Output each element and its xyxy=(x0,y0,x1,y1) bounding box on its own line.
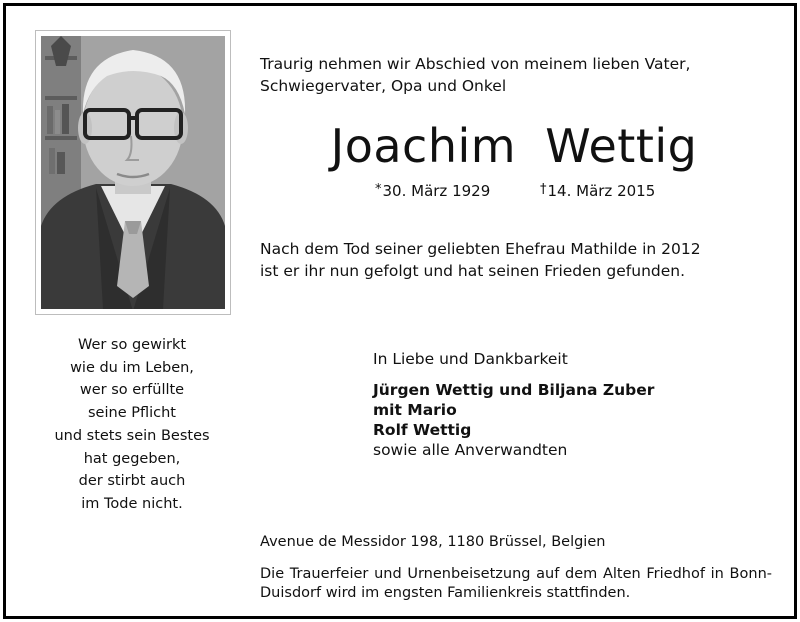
poem-line: wie du im Leben, xyxy=(70,359,194,376)
family-line-4: sowie alle Anverwandten xyxy=(373,441,568,459)
poem-line: der stirbt auch xyxy=(78,473,186,490)
poem-line: Wer so gewirkt xyxy=(77,337,187,353)
family-line-3: Rolf Wettig xyxy=(373,421,472,439)
portrait-photo xyxy=(41,36,225,309)
death-text xyxy=(260,238,701,282)
address: Avenue de Messidor 198, 1180 Brüssel, Belgien xyxy=(260,534,606,550)
poem-line: und stets sein Bestes xyxy=(54,427,210,444)
intro-text xyxy=(260,53,690,97)
birth-date-text: 30. März 1929 xyxy=(382,182,491,200)
intro-line-2: Schwiegervater, Opa und Onkel xyxy=(260,77,507,95)
death-text-line-1: Nach dem Tod seiner geliebten Ehefrau Mathilde in 2012 xyxy=(260,240,701,258)
death-cross-icon: † xyxy=(540,182,547,197)
portrait-illustration xyxy=(41,36,225,309)
poem-line: hat gegeben, xyxy=(83,450,181,467)
ceremony-notice xyxy=(260,565,772,603)
family-signatures xyxy=(373,380,654,460)
poem-line: seine Pflicht xyxy=(88,405,176,422)
portrait-frame xyxy=(35,30,231,315)
ceremony-line-2: Duisdorf wird im engsten Familienkreis stattfinden. xyxy=(260,585,631,601)
thanks-line: In Liebe und Dankbarkeit xyxy=(373,350,568,368)
poem-line: im Tode nicht. xyxy=(81,495,183,512)
family-line-2: mit Mario xyxy=(373,401,457,419)
obituary-frame xyxy=(3,3,797,619)
poem xyxy=(34,334,230,516)
death-date xyxy=(540,182,655,200)
poem-line: wer so erfüllte xyxy=(79,382,185,399)
deceased-name: Joachim Wettig xyxy=(330,119,698,173)
death-text-line-2: ist er ihr nun gefolgt und hat seinen Frieden gefunden. xyxy=(260,262,686,280)
death-date-text: 14. März 2015 xyxy=(547,182,656,200)
birth-star-icon: * xyxy=(375,182,382,197)
intro-line-1: Traurig nehmen wir Abschied von meinem lieben Vater, xyxy=(260,55,691,73)
ceremony-line-1: Die Trauerfeier und Urnenbeisetzung auf dem Alten Friedhof in Bonn- xyxy=(260,566,772,582)
family-line-1: Jürgen Wettig und Biljana Zuber xyxy=(373,381,655,399)
birth-date xyxy=(375,182,490,200)
